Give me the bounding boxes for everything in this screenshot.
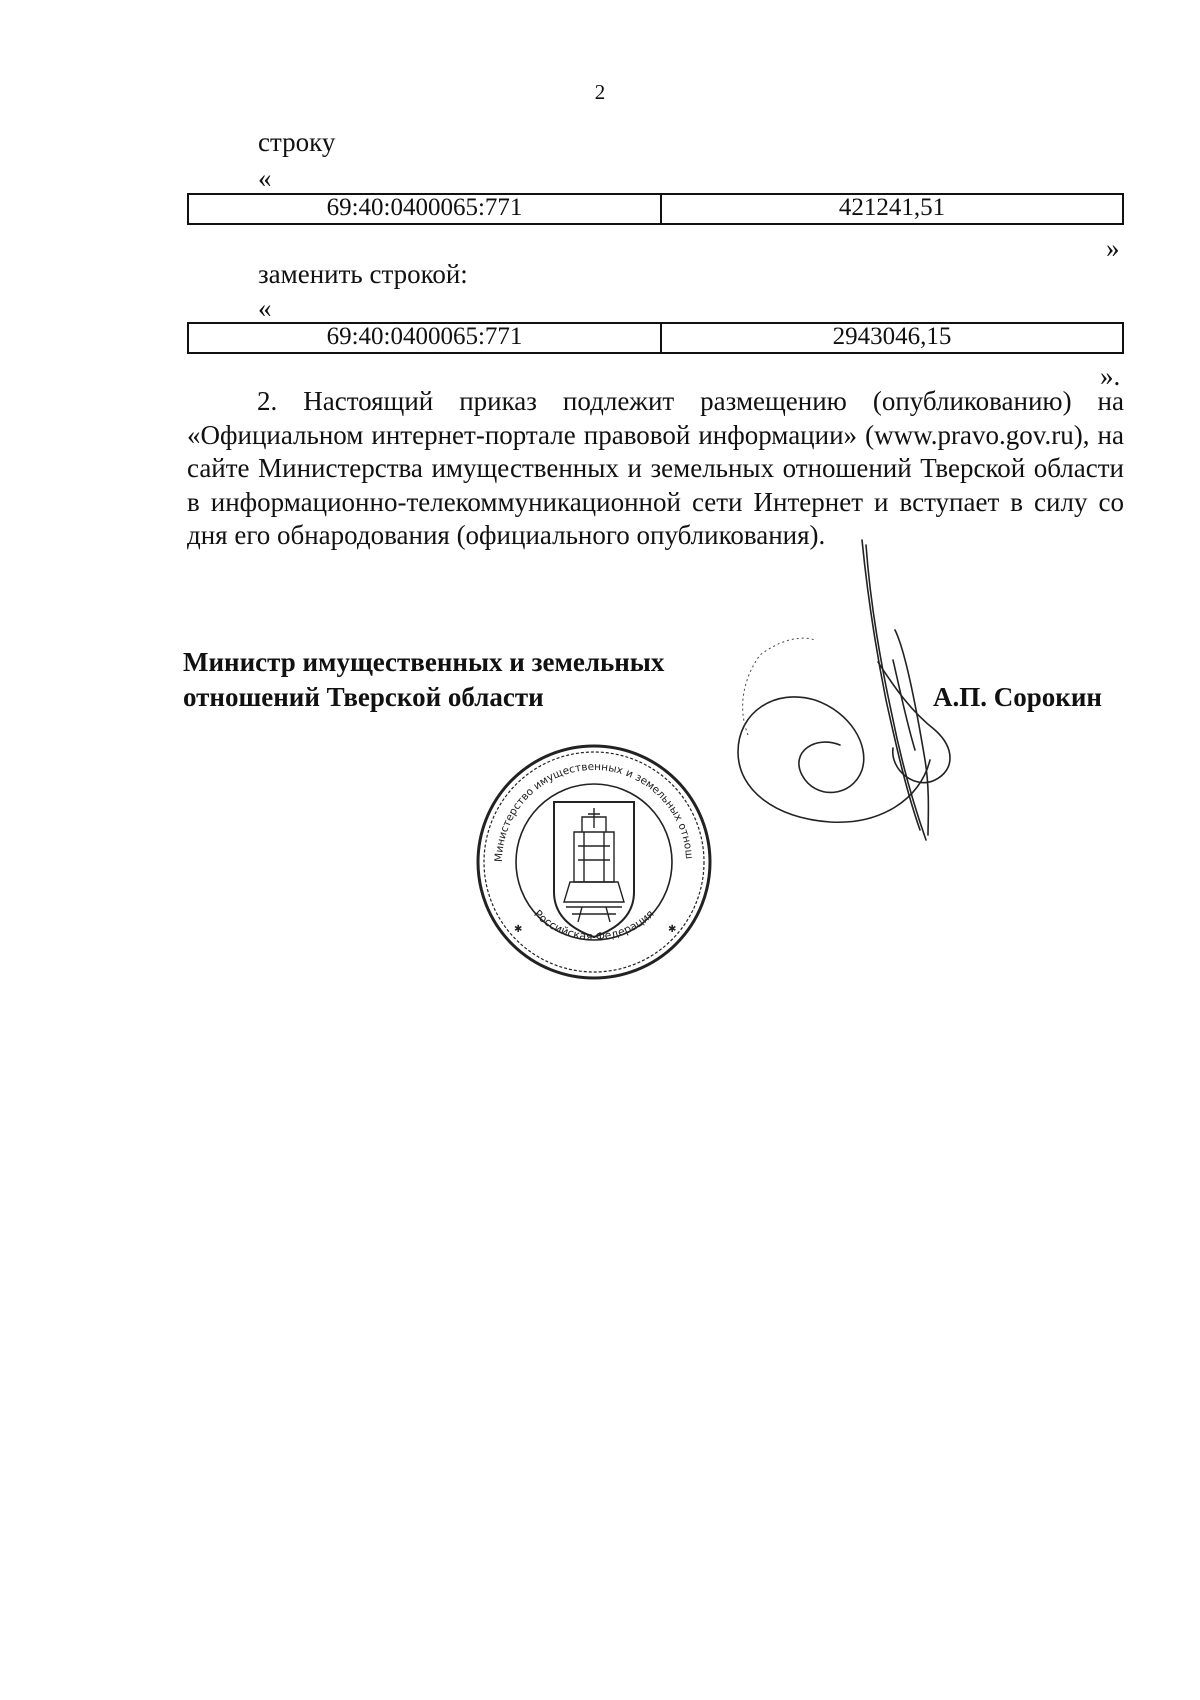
seal-outer-text: Министерство имущественных и земельных отношений Тверской области <box>470 733 696 863</box>
publication-paragraph-text: 2. Настоящий приказ подлежит размещению (опубликованию) на «Официальном интернет-портале правовой информации» (www.pravo.gov.ru), на сайте Министерства имущественных и земельных отношений Тверской области в информационно-телекоммуникационной сети Интернет и вступает в силу со дня его обнародования (официального опубликования). <box>187 386 1124 550</box>
old-row-value: 421241,51 <box>838 194 946 221</box>
signatory-name: А.П. Сорокин <box>933 682 1102 712</box>
old-row-close-quote: » <box>1106 233 1120 263</box>
new-row-cadastral-number: 69:40:0400065:771 <box>189 324 662 352</box>
new-row-close-quote: ». <box>1100 361 1121 391</box>
new-row-open-quote: « <box>258 293 272 323</box>
signatory-position-line1: Министр имущественных и земельных <box>183 647 665 677</box>
page-number: 2 <box>594 80 606 104</box>
new-row-value: 2943046,15 <box>832 323 952 350</box>
seal-star-left-icon: ✱ <box>514 924 523 935</box>
signatory-position-line2: отношений Тверской области <box>183 682 544 712</box>
new-row-label: заменить строкой: <box>258 259 468 289</box>
old-row-label: строку <box>258 127 336 157</box>
seal-bottom-text: Российская Федерация <box>531 907 657 944</box>
tver-coat-of-arms-icon <box>554 802 634 937</box>
old-row-open-quote: « <box>258 163 272 193</box>
official-seal <box>470 733 714 982</box>
seal-star-right-icon: ✱ <box>668 924 677 935</box>
old-row-cadastral-number: 69:40:0400065:771 <box>189 195 662 223</box>
